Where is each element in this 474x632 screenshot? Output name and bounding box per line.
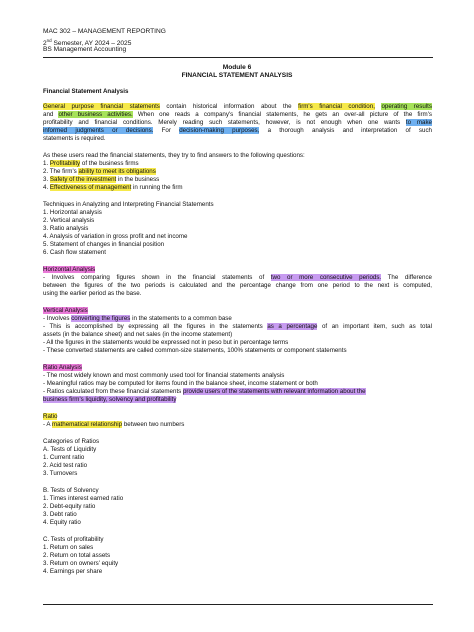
footer-divider — [43, 604, 433, 605]
ratio-analysis-heading: Ratio Analysis — [43, 364, 82, 371]
list-item: 3. Ratio analysis — [43, 225, 89, 232]
paragraph-line: informed judgments or decisions. For decision-making purposes, a thorough analysis and interpretation of such — [43, 127, 432, 134]
list-item: 1. Return on sales — [43, 544, 94, 551]
paragraph-line: between the figures of the two periods is calculated and the percentage change from one period to the next is computed, — [43, 282, 432, 289]
paragraph-line: - Meaningful ratios may be computed for items found in the balance sheet, income statement or both — [43, 380, 318, 387]
section-heading-fsa: Financial Statement Analysis — [43, 88, 129, 95]
list-item: 1. Profitability of the business firms — [43, 160, 139, 167]
paragraph-line: - All the figures in the statements would be expressed not in peso but in percentage terms — [43, 339, 289, 346]
paragraph-line: - The most widely known and most commonly used tool for financial statements analysis — [43, 372, 285, 379]
paragraph-line: - These converted statements are called common-size statements, 100% statements or component statements — [43, 347, 347, 354]
list-item: 3. Return on owners' equity — [43, 560, 119, 567]
paragraph-line: - Involves comparing figures shown in the financial statements of two or more consecutive periods. The difference — [43, 274, 432, 281]
paragraph-line: profitability and financial conditions. Merely reading such statements, however, is not enough when one wants to make — [43, 119, 432, 126]
list-item: 4. Earnings per share — [43, 568, 103, 575]
list-item: 3. Turnovers — [43, 470, 78, 477]
course-title: MAC 302 – MANAGEMENT REPORTING — [43, 28, 166, 35]
list-item: 2. Debt-equity ratio — [43, 503, 96, 510]
list-item: 1. Current ratio — [43, 454, 85, 461]
list-item: 2. Acid test ratio — [43, 462, 88, 469]
paragraph-line: - This is accomplished by expressing all the figures in the statements as a percentage of an important item, such as total — [43, 323, 432, 330]
list-item: 6. Cash flow statement — [43, 249, 106, 256]
list-item: 2. Return on total assets — [43, 552, 111, 559]
list-item: 2. Vertical analysis — [43, 217, 95, 224]
list-item: 4. Analysis of variation in gross profit and net income — [43, 233, 188, 240]
list-item: 1. Times interest earned ratio — [43, 495, 124, 502]
categories-heading: Categories of Ratios — [43, 438, 100, 445]
category-title: B. Tests of Solvency — [43, 487, 99, 494]
paragraph-line: - Ratios calculated from these financial statements provide users of the statements with relevant information about the — [43, 388, 366, 395]
ratio-heading: Ratio — [43, 413, 58, 420]
vertical-heading: Vertical Analysis — [43, 307, 88, 314]
list-item: 1. Horizontal analysis — [43, 209, 102, 216]
paragraph-line: - A mathematical relationship between two numbers — [43, 421, 185, 428]
techniques-heading: Techniques in Analyzing and Interpreting Financial Statements — [43, 201, 214, 208]
users-intro: As these users read the financial statements, they try to find answers to the following questions: — [43, 152, 305, 159]
paragraph-line: - Involves converting the figures in the statements to a common base — [43, 315, 232, 322]
paragraph-line: business firm's liquidity, solvency and profitability — [43, 396, 177, 403]
list-item: 4. Effectiveness of management in running the firm — [43, 184, 183, 191]
module-topic: FINANCIAL STATEMENT ANALYSIS — [181, 72, 293, 79]
paragraph-line: assets (in the balance sheet) and net sales (in the income statement) — [43, 331, 233, 338]
list-item: 5. Statement of changes in financial position — [43, 241, 165, 248]
paragraph-line: and other business activities. When one reads a company's financial statements, he gets an over-all picture of the firm's — [43, 111, 432, 118]
header-divider — [43, 57, 433, 58]
semester-line: 2nd Semester, AY 2024 – 2025 — [43, 38, 132, 48]
paragraph-line: using the earlier period as the base. — [43, 290, 142, 297]
category-title: A. Tests of Liquidity — [43, 446, 97, 453]
category-title: C. Tests of profitability — [43, 536, 104, 543]
module-number: Module 6 — [222, 64, 252, 71]
list-item: 2. The firm's ability to meet its obligations — [43, 168, 156, 175]
horizontal-heading: Horizontal Analysis — [43, 266, 96, 273]
list-item: 3. Safety of the investment in the business — [43, 176, 160, 183]
paragraph-line: statements is required. — [43, 135, 106, 142]
list-item: 3. Debt ratio — [43, 511, 77, 518]
list-item: 4. Equity ratio — [43, 519, 81, 526]
paragraph-line: General purpose financial statements contain historical information about the firm's financial condition, operating results — [43, 103, 432, 110]
program-line: BS Management Accounting — [43, 46, 127, 53]
